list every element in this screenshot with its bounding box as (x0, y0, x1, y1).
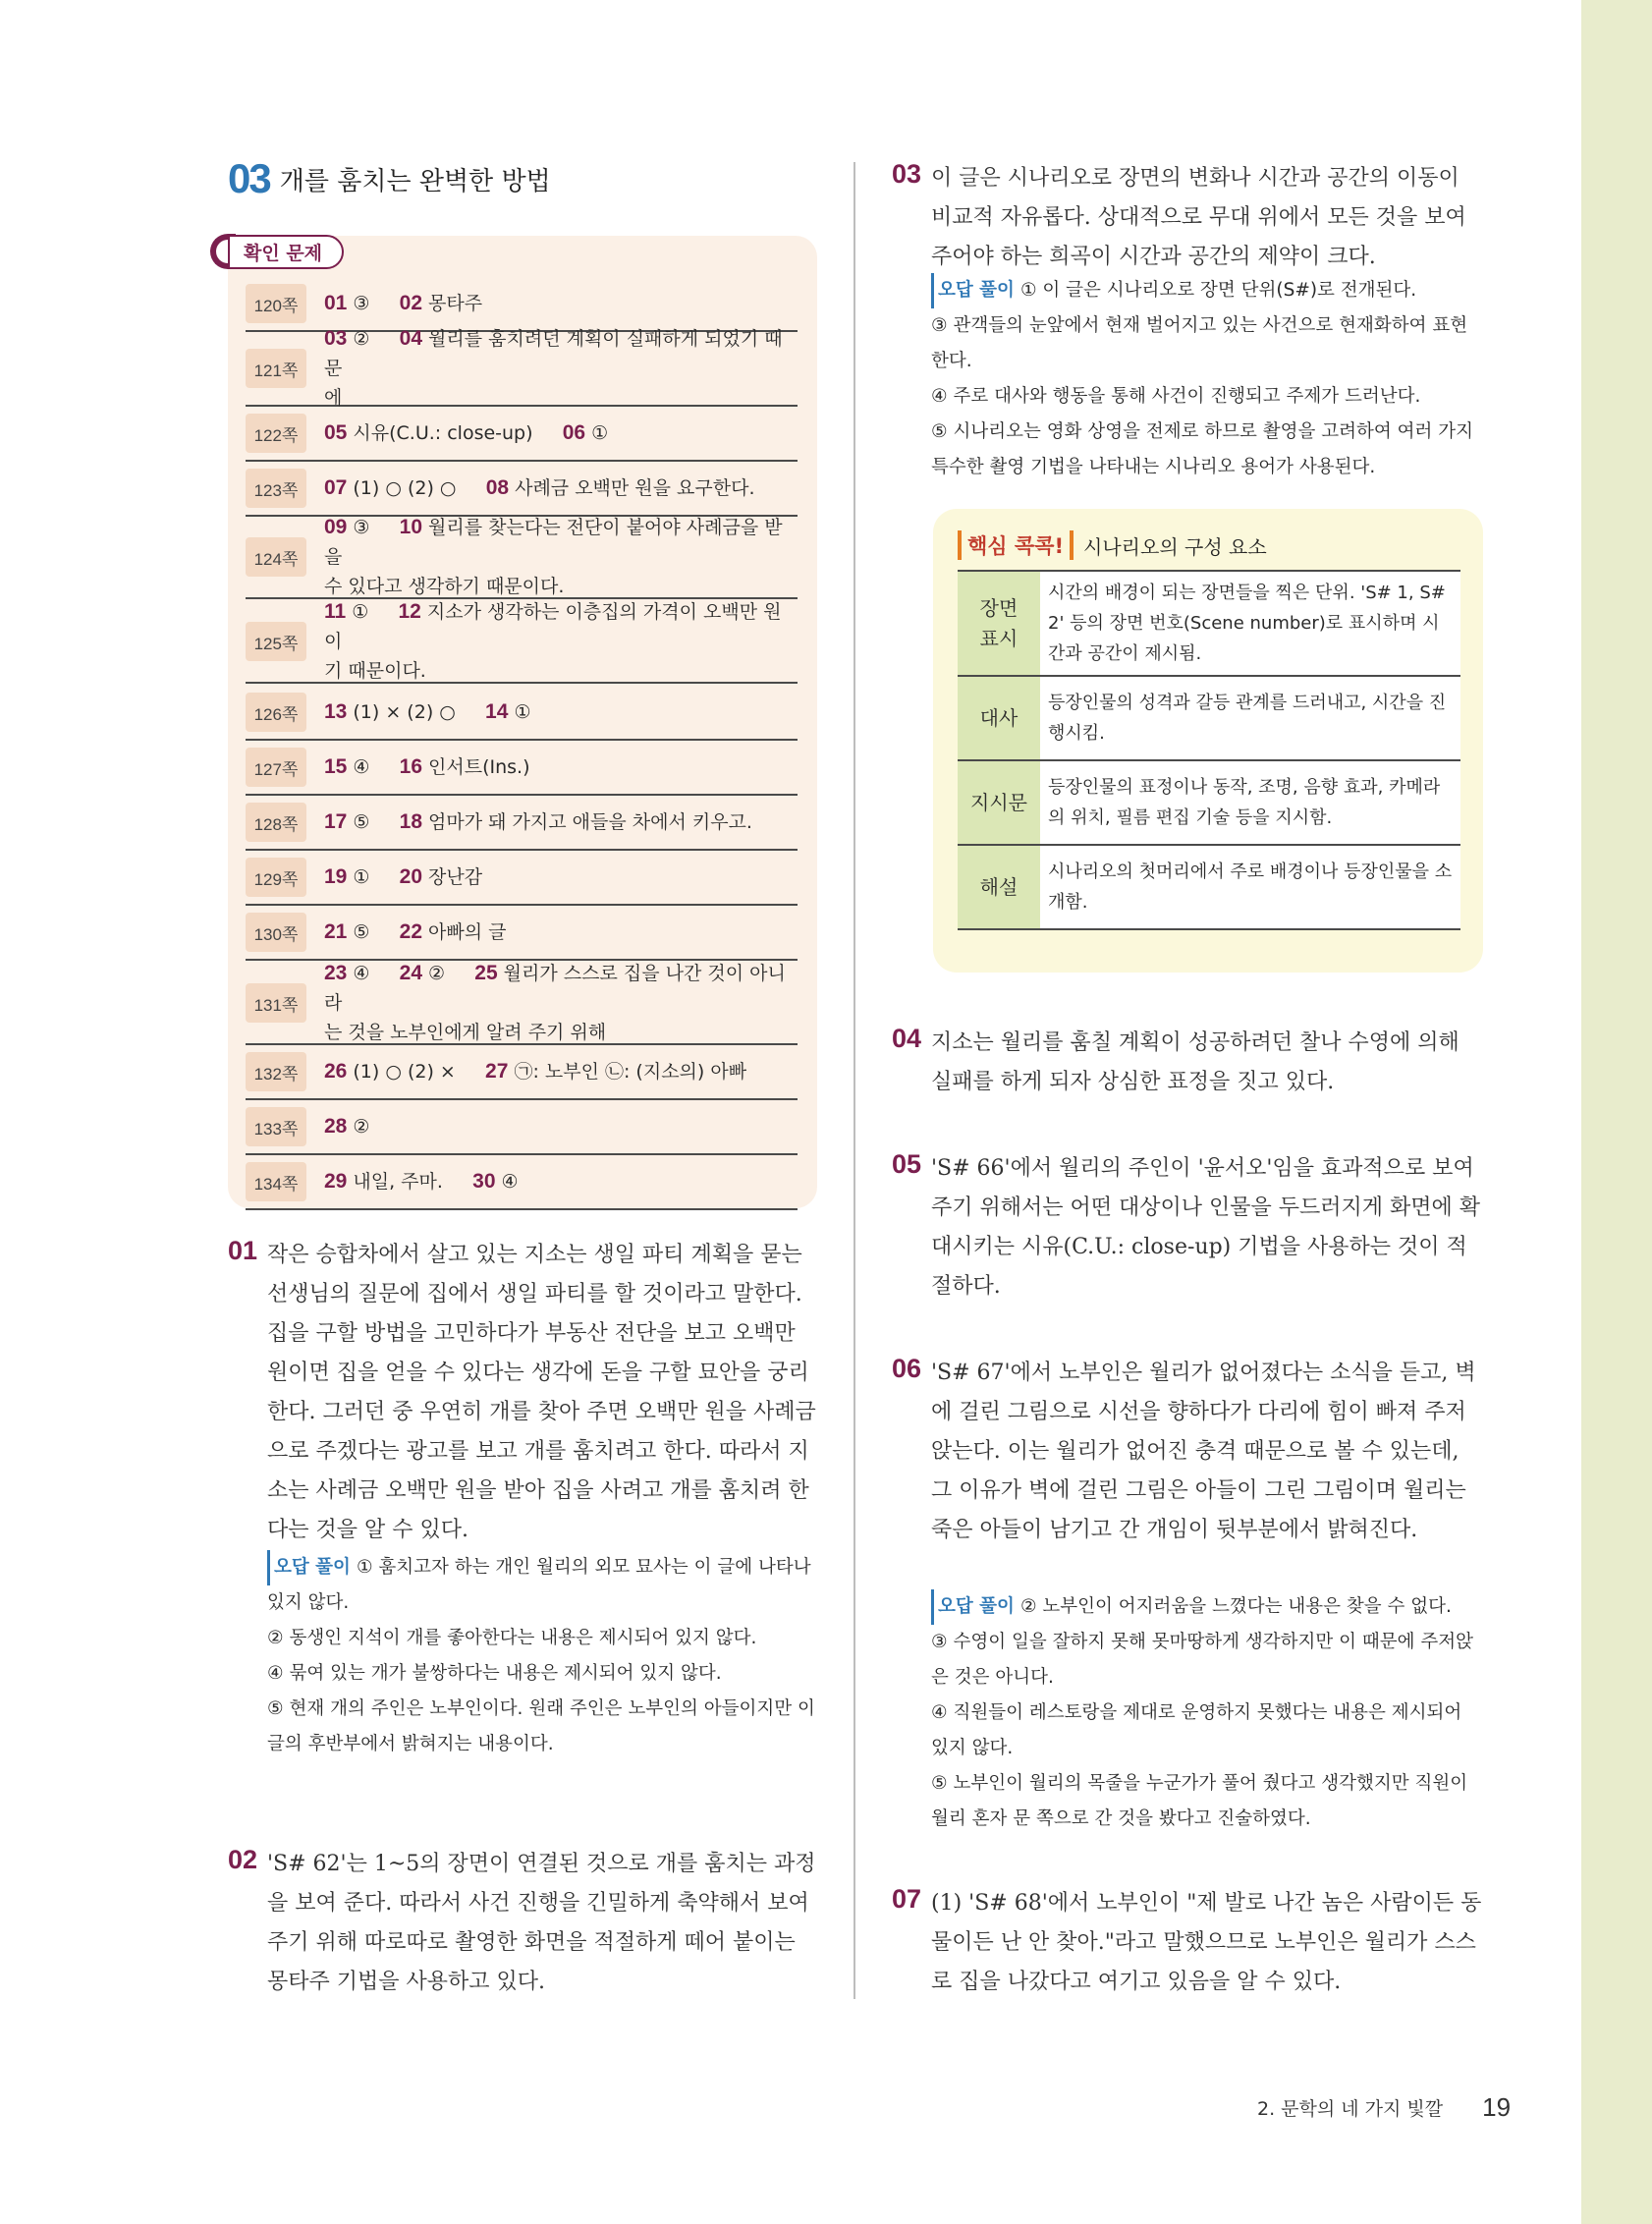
side-band (1581, 0, 1652, 2224)
answer-row (246, 327, 798, 409)
answer-text: 11 ① 12 지소가 생각하는 이층집의 가격이 오백만 원이 기 때문이다. (324, 600, 782, 682)
answer-text: 23 ④ 24 ② 25 월리가 스스로 집을 나간 것이 아니라 는 것을 노부인에게 알려 주기 위해 (324, 962, 786, 1043)
answer-text: 01 ③ 02 몽타주 (324, 292, 483, 314)
answer-row (246, 462, 798, 517)
answer-row (246, 906, 798, 961)
answer-row (246, 1100, 798, 1155)
answer-text: 13 (1) × (2) ○ 14 ① (324, 700, 531, 723)
key-point-title: 시나리오의 구성 요소 (1083, 534, 1267, 559)
page-tag: 124쪽 (246, 537, 306, 577)
answer-row (246, 407, 798, 462)
question-number-05: 05 (892, 1149, 922, 1179)
key-term: 장면 표시 (958, 571, 1040, 676)
question-number-03: 03 (892, 159, 922, 189)
question-number-01: 01 (228, 1236, 258, 1265)
key-description: 등장인물의 성격과 갈등 관계를 드러내고, 시간을 진행시킴. (1040, 676, 1460, 760)
answer-01-note (267, 1550, 817, 1762)
answer-01-body: 작은 승합차에서 살고 있는 지소는 생일 파티 계획을 묻는 선생님의 질문에 집에서 생일 파티를 할 것이라고 말한다. 집을 구할 방법을 고민하다가 부동산 전단을 보고 오백만 원이면 집을 얻을 수 있다는 생각에 돈을 구할 묘안을 궁리한다. 그러던 중 우연히 개를 찾아 주면 오백만 원을 사례금으로 주겠다는 광고를 보고 개를 훔치려고 한다. 따라서 지소는 사례금 오백만 원을 받아 집을 사려고 개를 훔치려 한다는 것을 알 수 있다. (267, 1243, 816, 1542)
answer-text: 15 ④ 16 인서트(Ins.) (324, 755, 530, 778)
answer-row (246, 741, 798, 796)
page-tag: 133쪽 (246, 1107, 306, 1146)
answer-01-note-text: ① 훔치고자 하는 개인 월리의 외모 묘사는 이 글에 나타나 있지 않다. ② 동생인 지석이 개를 좋아한다는 내용은 제시되어 있지 않다. ④ 묶여 있는 개가 불쌍하다는 내용은 제시되어 있지 않다. ⑤ 현재 개의 주인은 노부인이다. 원래 주인은 노부인의 아들이지만 이 글의 후반부에서 밝혀지는 내용이다. (267, 1557, 815, 1754)
page-number: 19 (1482, 2092, 1512, 2122)
key-point-table (958, 570, 1460, 930)
answer-05-body: 'S# 66'에서 월리의 주인이 '윤서오'임을 효과적으로 보여 주기 위해서는 어떤 대상이나 인물을 두드러지게 화면에 확대시키는 시유(C.U.: close-up) 기법을 사용하는 것이 적절하다. (931, 1156, 1481, 1299)
question-number-04: 04 (892, 1024, 922, 1053)
answer-row (246, 796, 798, 851)
answer-text: 03 ② 04 월리를 훔치려던 계획이 실패하게 되었기 때문 에 (324, 327, 783, 409)
answer-row (246, 686, 798, 741)
answer-06-body: 'S# 67'에서 노부인은 월리가 없어졌다는 소식을 듣고, 벽에 걸린 그림으로 시선을 향하다가 다리에 힘이 빠져 주저앉는다. 이는 월리가 없어진 충격 때문으로 볼 수 있는데, 그 이유가 벽에 걸린 그림은 아들이 그린 그림이며 월리는 죽은 아들이 남기고 간 개임이 뒷부분에서 밝혀진다. (931, 1361, 1476, 1542)
note-label: 오답 풀이 (931, 1589, 1015, 1625)
answer-row (246, 1045, 798, 1100)
answer-04-body: 지소는 월리를 훔칠 계획이 성공하려던 찰나 수영에 의해 실패를 하게 되자 상심한 표정을 짓고 있다. (931, 1030, 1459, 1094)
key-description: 시나리오의 첫머리에서 주로 배경이나 등장인물을 소개함. (1040, 845, 1460, 929)
page-tag: 126쪽 (246, 693, 306, 732)
answer-text: 26 (1) ○ (2) × 27 ㉠: 노부인 ㉡: (지소의) 아빠 (324, 1060, 747, 1083)
answer-06-note-text: ② 노부인이 어지러움을 느꼈다는 내용은 찾을 수 없다. ③ 수영이 일을 잘하지 못해 못마땅하게 생각하지만 이 때문에 주저앉은 것은 아니다. ④ 직원들이 레스토랑을 제대로 운영하지 못했다는 내용은 제시되어 있지 않다. ⑤ 노부인이 월리의 목줄을 누군가가 풀어 줬다고 생각했지만 직원이 월리 혼자 문 쪽으로 간 것을 봤다고 진술하였다. (931, 1596, 1474, 1829)
page-tag: 125쪽 (246, 622, 306, 661)
check-badge (210, 234, 344, 269)
page-tag: 134쪽 (246, 1162, 306, 1201)
answer-row (246, 517, 798, 599)
answer-text: 17 ⑤ 18 엄마가 돼 가지고 애들을 차에서 키우고. (324, 810, 752, 833)
answer-03-body: 이 글은 시나리오로 장면의 변화나 시간과 공간의 이동이 비교적 자유롭다. 상대적으로 무대 위에서 모든 것을 보여 주어야 하는 희곡이 시간과 공간의 제약이 크다. (931, 166, 1466, 269)
note-label: 오답 풀이 (931, 273, 1015, 308)
page-tag: 130쪽 (246, 913, 306, 952)
key-point-header (958, 530, 1267, 560)
page-tag: 128쪽 (246, 803, 306, 842)
key-table-row (958, 845, 1460, 929)
page-footer (1257, 2092, 1511, 2123)
page-tag: 122쪽 (246, 414, 306, 453)
answer-text: 28 ② (324, 1115, 370, 1138)
answer-06-note (931, 1589, 1483, 1837)
answer-row (246, 1155, 798, 1210)
check-badge-label: 확인 문제 (228, 235, 344, 269)
question-number-06: 06 (892, 1354, 922, 1383)
answer-03-note (931, 273, 1483, 485)
answer-03-note-text: ① 이 글은 시나리오로 장면 단위(S#)로 전개된다. ③ 관객들의 눈앞에서 현재 벌어지고 있는 사건으로 현재화하여 표현한다. ④ 주로 대사와 행동을 통해 사건이 진행되고 주제가 드러난다. ⑤ 시나리오는 영화 상영을 전제로 하므로 촬영을 고려하여 여러 가지 특수한 촬영 기법을 나타내는 시나리오 용어가 사용된다. (931, 280, 1474, 477)
answer-row (246, 963, 798, 1045)
question-number-07: 07 (892, 1884, 922, 1914)
key-term: 해설 (958, 845, 1040, 929)
key-term: 지시문 (958, 760, 1040, 845)
key-point-tag: 핵심 콕콕! (958, 530, 1074, 560)
answer-07-body: (1) 'S# 68'에서 노부인이 "제 발로 나간 놈은 사람이든 동물이든 난 안 찾아."라고 말했으므로 노부인은 월리가 스스로 집을 나갔다고 여기고 있음을 알 수 있다. (931, 1891, 1482, 1994)
key-table-row (958, 760, 1460, 845)
page-tag: 123쪽 (246, 469, 306, 508)
page-tag: 127쪽 (246, 748, 306, 787)
section-title (228, 155, 551, 202)
key-description: 등장인물의 표정이나 동작, 조명, 음향 효과, 카메라의 위치, 필름 편집 기술 등을 지시함. (1040, 760, 1460, 845)
answer-text: 19 ① 20 장난감 (324, 865, 483, 888)
question-number-02: 02 (228, 1845, 258, 1874)
page-tag: 132쪽 (246, 1052, 306, 1091)
page-tag: 120쪽 (246, 284, 306, 323)
column-divider (854, 162, 855, 1999)
answer-row (246, 601, 798, 684)
key-term: 대사 (958, 676, 1040, 760)
chapter-title: 2. 문학의 네 가지 빛깔 (1257, 2098, 1444, 2120)
section-number: 03 (228, 155, 270, 201)
section-title-text: 개를 훔치는 완벽한 방법 (279, 166, 551, 196)
answer-text: 07 (1) ○ (2) ○ 08 사례금 오백만 원을 요구한다. (324, 476, 755, 499)
answer-text: 21 ⑤ 22 아빠의 글 (324, 920, 507, 943)
answer-text: 05 시유(C.U.: close-up) 06 ① (324, 421, 609, 444)
answer-text: 29 내일, 주마. 30 ④ (324, 1170, 519, 1193)
key-table-row (958, 676, 1460, 760)
page-tag: 121쪽 (246, 349, 306, 388)
answer-text: 09 ③ 10 월리를 찾는다는 전단이 붙어야 사례금을 받을 수 있다고 생각하기 때문이다. (324, 516, 783, 597)
key-description: 시간의 배경이 되는 장면들을 찍은 단위. 'S# 1, S# 2' 등의 장면 번호(Scene number)로 표시하며 시간과 공간이 제시됨. (1040, 571, 1460, 676)
page-tag: 131쪽 (246, 983, 306, 1023)
page-tag: 129쪽 (246, 858, 306, 897)
answer-02-body: 'S# 62'는 1~5의 장면이 연결된 것으로 개를 훔치는 과정을 보여 준다. 따라서 사건 진행을 긴밀하게 축약해서 보여 주기 위해 따로따로 촬영한 화면을 적절하게 떼어 붙이는 몽타주 기법을 사용하고 있다. (267, 1852, 816, 1994)
key-table-row (958, 571, 1460, 676)
note-label: 오답 풀이 (267, 1550, 351, 1585)
answer-row (246, 851, 798, 906)
